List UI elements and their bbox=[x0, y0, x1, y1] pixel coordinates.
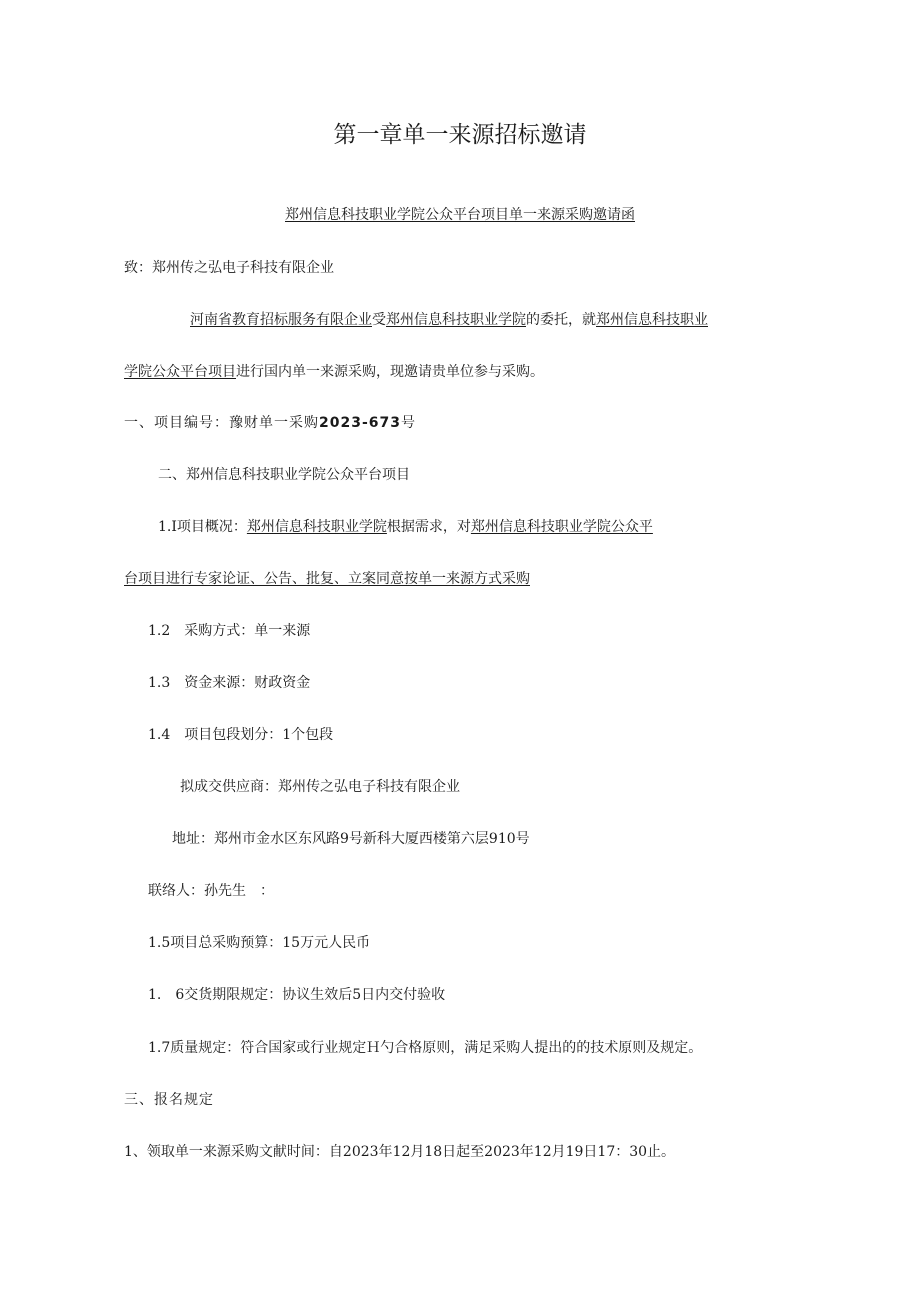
project-number-label: 一、项目编号：豫财单一采购 bbox=[124, 415, 319, 431]
intro-text: 的委托，就 bbox=[526, 312, 596, 328]
page-title: 第一章单一来源招标邀请 bbox=[333, 122, 587, 148]
intro-text: 受 bbox=[372, 312, 386, 328]
client-name: 郑州信息科技职业学院 bbox=[386, 312, 526, 328]
supplier-address: 地址：郑州市金水区东风路9号新科大厦西楼第六层910号 bbox=[172, 831, 530, 847]
intro-text: 进行国内单一来源采购，现邀请贵单位参与采购。 bbox=[236, 364, 544, 380]
section-3-title: 三、报名规定 bbox=[124, 1092, 214, 1108]
project-name-part-2: 学院公众平台项目 bbox=[124, 364, 236, 380]
section-3-item-1: 1、领取单一来源采购文献时间：自2023年12月18日起至2023年12月19日17：30止。 bbox=[124, 1144, 676, 1160]
item-1-2-procurement-method: 1.2 采购方式：单一来源 bbox=[148, 623, 311, 639]
item-1-7-quality-requirement: 1.7质量规定：符合国家或行业规定Ｈ勺合格原则，满足采购人提出的的技术原则及规定。 bbox=[148, 1040, 703, 1056]
item-1-1-text: 根据需求，对 bbox=[386, 519, 471, 535]
intro-paragraph-line-2 bbox=[124, 362, 544, 382]
agency-name: 河南省教育招标服务有限企业 bbox=[190, 312, 372, 328]
item-1-1-line-2: 台项目进行专家论证、公告、批复、立案同意按单一来源方式采购 bbox=[124, 571, 530, 587]
item-1-5-budget: 1.5项目总采购预算：15万元人民币 bbox=[148, 935, 371, 951]
item-1-3-funding-source: 1.3 资金来源：财政资金 bbox=[148, 675, 311, 691]
contact-person: 联络人：孙先生 ： bbox=[148, 883, 274, 899]
intro-paragraph-line-1 bbox=[190, 310, 708, 330]
section-2-title: 二、郑州信息科技职业学院公众平台项目 bbox=[158, 467, 410, 483]
proposed-supplier: 拟成交供应商：郑州传之弘电子科技有限企业 bbox=[180, 779, 460, 795]
recipient-line: 致：郑州传之弘电子科技有限企业 bbox=[124, 260, 334, 276]
item-1-6-delivery-term: 1. 6交货期限规定：协议生效后5日内交付验收 bbox=[148, 987, 446, 1003]
item-1-1-line-1 bbox=[158, 517, 653, 537]
project-name-part-1: 郑州信息科技职业 bbox=[596, 312, 708, 328]
project-number-suffix: 号 bbox=[401, 415, 416, 431]
project-number-value: 2023-673 bbox=[319, 415, 401, 431]
item-1-1-lead: 1.Ⅰ项目概况： bbox=[158, 519, 247, 535]
invitation-subtitle: 郑州信息科技职业学院公众平台项目单一来源采购邀请函 bbox=[285, 207, 635, 223]
item-1-1-project: 郑州信息科技职业学院公众平 bbox=[470, 519, 653, 535]
section-1-project-number bbox=[124, 413, 416, 433]
item-1-1-client: 郑州信息科技职业学院 bbox=[246, 519, 387, 535]
item-1-4-package-division: 1.4 项目包段划分：1个包段 bbox=[148, 727, 334, 743]
